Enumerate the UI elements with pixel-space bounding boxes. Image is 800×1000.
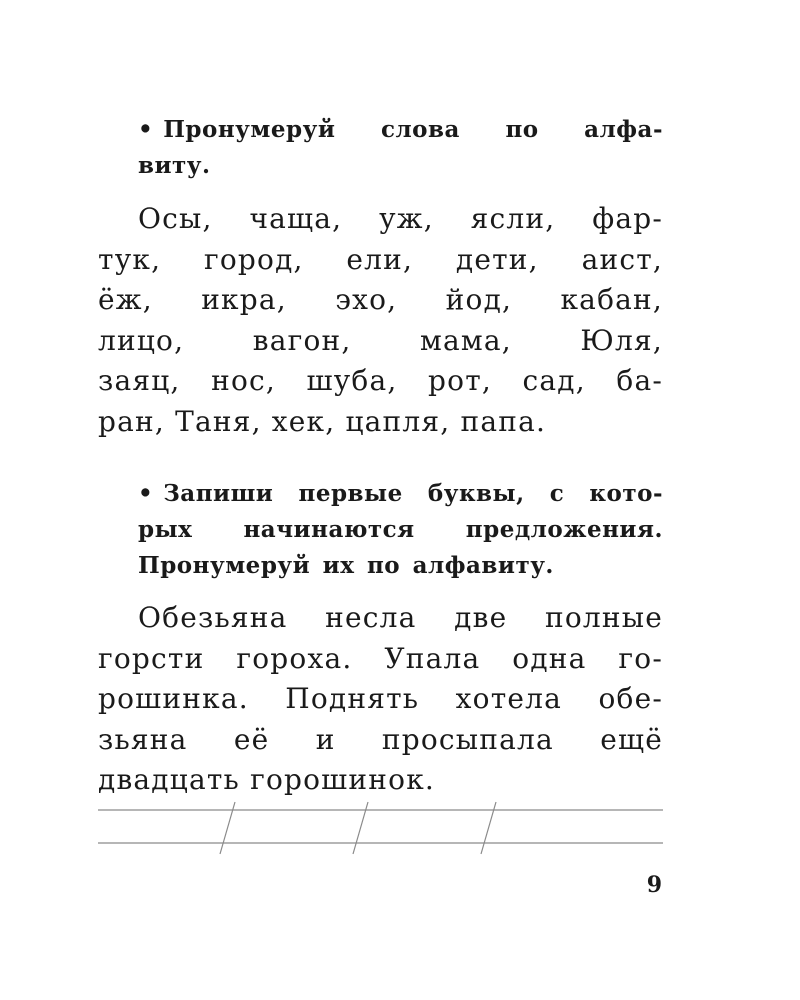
task-1-instruction [138,112,663,184]
task-1-text-line: лицо, вагон, мама, Юля, [98,323,663,357]
task-2-instruction-line: Пронумеруй их по алфавиту. [138,552,554,579]
task-2-instruction-line: • Запиши первые буквы, с кото- [138,476,663,512]
task-2-instruction [138,476,663,584]
task-2-text-line: зьяна её и просыпала ещё [98,722,663,756]
task-1-instruction-line: • Пронумеруй слова по алфа- [138,112,663,148]
bullet: • [138,480,154,507]
task-2-text-line: Обезьяна несла две полные [138,601,663,634]
task-1-text-line: ран, Таня, хек, цапля, папа. [98,404,547,438]
answer-writing-lines[interactable] [98,798,663,858]
task-2-instruction-line: рых начинаются предложения. [138,516,663,543]
page-number: 9 [646,872,662,898]
task-1-word-list [98,199,663,442]
task-2-text-line: двадцать горошинок. [98,763,435,796]
task-1-text-line: ёж, икра, эхо, йод, кабан, [98,283,663,316]
task-2-text-line: горсти гороха. Упала одна го- [98,641,663,675]
bullet: • [138,116,154,143]
task-1-text-line: тук, город, ели, дети, аист, [98,242,663,276]
task-2-story-text [98,598,663,801]
task-2-text-line: рошинка. Поднять хотела обе- [98,682,663,715]
task-1-instruction-line: виту. [138,152,211,179]
task-1-text-line: Осы, чаща, уж, ясли, фар- [138,202,663,235]
task-1-text-line: заяц, нос, шуба, рот, сад, ба- [98,364,663,397]
